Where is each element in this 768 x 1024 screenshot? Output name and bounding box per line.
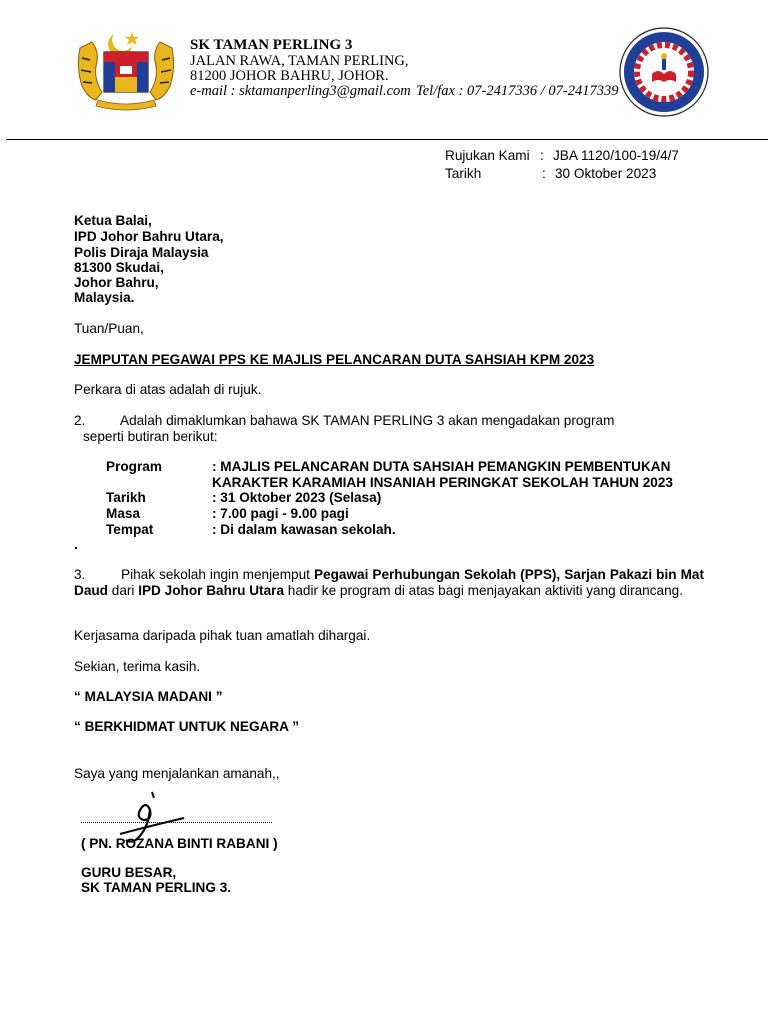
coat-of-arms-logo (74, 28, 178, 114)
paragraph-3-bold-officer: Pegawai Perhubungan Sekolah (PPS), Sarjan Pakazi bin Mat Daud (74, 567, 705, 598)
letter-date-value: 30 Oktober 2023 (555, 166, 657, 181)
program-place-label: Tempat (106, 522, 154, 537)
school-email: e-mail : sktamanperling3@gmail.com (190, 83, 411, 99)
reference-value: JBA 1120/100-19/4/7 (553, 148, 679, 163)
closing-line: Sekian, terima kasih. (74, 659, 201, 674)
recipient-line: Malaysia. (74, 290, 135, 305)
signatory-school: SK TAMAN PERLING 3. (81, 880, 232, 895)
letter-subject: JEMPUTAN PEGAWAI PPS KE MAJLIS PELANCARAN DUTA SAHSIAH KPM 2023 (74, 352, 595, 367)
paragraph-3-bold-ipd: IPD Johor Bahru Utara (138, 583, 284, 598)
program-value-line2: KARAKTER KARAMIAH INSANIAH PERINGKAT SEKOLAH TAHUN 2023 (212, 475, 673, 490)
program-time-value: : 7.00 pagi - 9.00 pagi (212, 506, 349, 521)
paragraph-4: Kerjasama daripada pihak tuan amatlah dihargai. (74, 628, 371, 643)
header-divider (6, 139, 768, 140)
program-date-label: Tarikh (106, 490, 146, 505)
paragraph-3-text-a: Pihak sekolah ingin menjemput (121, 567, 314, 582)
paragraph-2-line1: Adalah dimaklumkan bahawa SK TAMAN PERLING 3 akan mengadakan program (120, 413, 615, 428)
program-date-value: : 31 Oktober 2023 (Selasa) (212, 490, 382, 505)
paragraph-3-text-c: dari (107, 583, 139, 598)
recipient-line: IPD Johor Bahru Utara, (74, 229, 224, 244)
paragraph-3 (74, 567, 704, 599)
letter-date-label: Tarikh (445, 166, 482, 181)
motto-1: “ MALAYSIA MADANI ” (74, 689, 223, 704)
paragraph-3-number: 3. (74, 567, 86, 582)
paragraph-2-number: 2. (74, 413, 86, 428)
recipient-line: 81300 Skudai, (74, 260, 164, 275)
recipient-line: Johor Bahru, (74, 275, 159, 290)
program-place-value: : Di dalam kawasan sekolah. (212, 522, 396, 537)
school-telfax: Tel/fax : 07-2417336 / 07-2417339 (416, 83, 619, 99)
school-name: SK TAMAN PERLING 3 (190, 37, 353, 53)
program-value-line1: : MAJLIS PELANCARAN DUTA SAHSIAH PEMANGKIN PEMBENTUKAN (212, 459, 671, 474)
paragraph-3-text-e: hadir ke program di atas bagi menjayakan aktiviti yang dirancang. (284, 583, 683, 598)
sign-off: Saya yang menjalankan amanah,, (74, 766, 280, 781)
salutation: Tuan/Puan, (74, 321, 144, 336)
program-time-label: Masa (106, 506, 141, 521)
reference-colon: : (540, 148, 544, 163)
school-address-line1: JALAN RAWA, TAMAN PERLING, (190, 53, 409, 69)
recipient-line: Polis Diraja Malaysia (74, 245, 209, 260)
program-label: Program (106, 459, 162, 474)
motto-2: “ BERKHIDMAT UNTUK NEGARA ” (74, 719, 300, 734)
paragraph-1: Perkara di atas adalah di rujuk. (74, 382, 262, 397)
signature-line (81, 822, 272, 823)
reference-label: Rujukan Kami (445, 148, 530, 163)
signatory-name: ( PN. ROZANA BINTI RABANI ) (81, 836, 278, 851)
school-address-line2: 81200 JOHOR BAHRU, JOHOR. (190, 68, 389, 84)
recipient-line: Ketua Balai, (74, 213, 152, 228)
stray-dot: . (74, 537, 78, 552)
signatory-title: GURU BESAR, (81, 865, 177, 880)
school-logo (618, 26, 710, 118)
paragraph-2-line2: seperti butiran berikut: (83, 429, 218, 444)
letter-date-colon: : (542, 166, 546, 181)
